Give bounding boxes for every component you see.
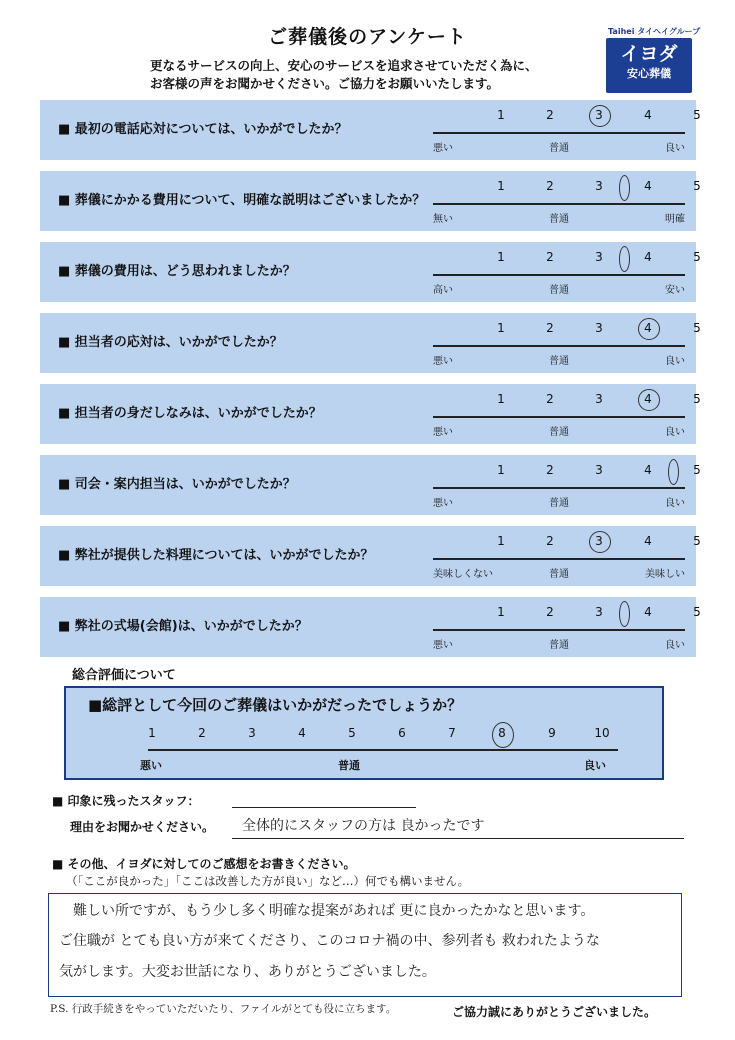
answer-mark	[668, 459, 679, 485]
staff-answer-line	[232, 807, 416, 808]
scale-left-label: 美味しくない	[433, 569, 493, 580]
scale-number[interactable]: 3	[595, 250, 603, 264]
scale-mid-label: 普通	[549, 569, 569, 580]
scale-number[interactable]: 1	[497, 534, 505, 548]
scale-number[interactable]: 5	[693, 179, 701, 193]
scale-number[interactable]: 2	[546, 392, 554, 406]
scale-mid-label: 普通	[549, 498, 569, 509]
group-brand: Taihei タイヘイグループ	[608, 27, 701, 36]
scale-number[interactable]: 3	[595, 392, 603, 406]
page-title: ご葬儀後のアンケート	[268, 26, 467, 48]
scale-right-label: 良い	[665, 356, 685, 367]
overall-scale-number[interactable]: 5	[348, 726, 356, 740]
comments-label: ■ その他、イヨダに対してのご感想をお書きください。	[52, 857, 356, 871]
scale-number[interactable]: 4	[644, 179, 652, 193]
rating-scale[interactable]	[433, 179, 701, 227]
scale-number[interactable]: 1	[497, 179, 505, 193]
scale-number[interactable]: 5	[693, 250, 701, 264]
question-text: ■ 司会・案内担当は、いかがでしたか？	[58, 477, 296, 492]
rating-scale[interactable]	[433, 108, 701, 156]
question-text: ■ 弊社が提供した料理については、いかがでしたか？	[58, 548, 374, 563]
scale-number[interactable]: 4	[644, 250, 652, 264]
scale-right-label: 良い	[665, 498, 685, 509]
scale-number[interactable]: 3	[595, 179, 603, 193]
reason-answer-line	[232, 838, 684, 839]
comment-line-3: 気がします。大変お世話になり、ありがとうございました。	[59, 964, 436, 980]
scale-number[interactable]: 5	[693, 321, 701, 335]
scale-number[interactable]: 3	[595, 534, 603, 548]
scale-number[interactable]: 3	[595, 605, 603, 619]
question-box	[40, 171, 701, 231]
intro-line-2: お客様の声をお聞かせください。ご協力をお願いいたします。	[150, 76, 500, 91]
question-text: ■ 葬儀にかかる費用について、明確な説明はございましたか？	[58, 193, 426, 208]
scale-right-label: 良い	[665, 427, 685, 438]
overall-scale-number[interactable]: 3	[248, 726, 256, 740]
scale-right-label: 良い	[665, 143, 685, 154]
overall-scale-number[interactable]: 7	[448, 726, 456, 740]
intro-line-1: 更なるサービスの向上、安心のサービスを追求させていただく為に、	[150, 58, 538, 73]
scale-left-label: 高い	[433, 285, 453, 296]
scale-left-label: 悪い	[433, 640, 453, 651]
scale-line	[433, 203, 685, 205]
scale-line	[433, 558, 685, 560]
scale-mid-label: 普通	[549, 214, 569, 225]
scale-left-label: 無い	[433, 214, 453, 225]
scale-number[interactable]: 2	[546, 463, 554, 477]
overall-right-label: 良い	[584, 759, 606, 772]
scale-number[interactable]: 1	[497, 605, 505, 619]
scale-mid-label: 普通	[549, 427, 569, 438]
scale-number[interactable]: 1	[497, 250, 505, 264]
overall-rating-scale[interactable]	[140, 726, 618, 776]
question-box	[40, 597, 701, 657]
scale-left-label: 悪い	[433, 143, 453, 154]
thanks-text: ご協力誠にありがとうございました。	[452, 1005, 657, 1019]
scale-number[interactable]: 4	[644, 534, 652, 548]
scale-right-label: 明確	[665, 214, 685, 225]
scale-number[interactable]: 2	[546, 179, 554, 193]
question-box	[40, 313, 701, 373]
scale-number[interactable]: 5	[693, 392, 701, 406]
scale-number[interactable]: 3	[595, 108, 603, 122]
scale-line	[433, 345, 685, 347]
overall-scale-number[interactable]: 10	[594, 726, 610, 740]
scale-mid-label: 普通	[549, 143, 569, 154]
overall-left-label: 悪い	[140, 759, 162, 772]
scale-left-label: 悪い	[433, 498, 453, 509]
rating-scale[interactable]	[433, 250, 701, 298]
overall-scale-number[interactable]: 2	[198, 726, 206, 740]
scale-number[interactable]: 2	[546, 250, 554, 264]
rating-scale[interactable]	[433, 392, 701, 440]
scale-number[interactable]: 1	[497, 321, 505, 335]
scale-number[interactable]: 5	[693, 108, 701, 122]
comments-box[interactable]	[48, 893, 682, 997]
scale-number[interactable]: 4	[644, 463, 652, 477]
scale-number[interactable]: 5	[693, 534, 701, 548]
comment-line-2: ご住職が とても良い方が来てくださり、このコロナ禍の中、参列者も 救われたような	[59, 933, 600, 949]
overall-scale-number[interactable]: 1	[148, 726, 156, 740]
answer-circle	[638, 318, 660, 340]
intro-text	[150, 57, 538, 93]
question-box	[40, 526, 701, 586]
overall-scale-number[interactable]: 9	[548, 726, 556, 740]
scale-mid-label: 普通	[549, 356, 569, 367]
scale-number[interactable]: 1	[497, 463, 505, 477]
answer-mark	[619, 175, 630, 201]
rating-scale[interactable]	[433, 321, 701, 369]
question-text: ■ 担当者の身だしなみは、いかがでしたか？	[58, 406, 322, 421]
overall-scale-number[interactable]: 8	[498, 726, 506, 740]
answer-mark	[619, 246, 630, 272]
scale-line	[433, 629, 685, 631]
question-box	[40, 384, 701, 444]
scale-number[interactable]: 1	[497, 108, 505, 122]
scale-line	[433, 416, 685, 418]
comments-hint: （「ここが良かった」「ここは改善した方が良い」など…）何でも構いません。	[66, 874, 470, 888]
question-text: ■ 担当者の応対は、いかがでしたか？	[58, 335, 283, 350]
logo-tagline: 安心葬儀	[627, 67, 671, 80]
scale-number[interactable]: 4	[644, 392, 652, 406]
scale-left-label: 悪い	[433, 427, 453, 438]
scale-number[interactable]: 5	[693, 605, 701, 619]
scale-number[interactable]: 4	[644, 605, 652, 619]
answer-mark	[619, 601, 630, 627]
scale-line	[433, 487, 685, 489]
overall-scale-line	[148, 749, 618, 751]
answer-circle	[589, 531, 611, 553]
question-box	[40, 100, 701, 160]
overall-question: ■総評として今回のご葬儀はいかがだったでしょうか？	[88, 696, 463, 714]
logo-name: イヨダ	[620, 43, 678, 65]
question-text: ■ 最初の電話応対については、いかがでしたか？	[58, 122, 348, 137]
question-box	[40, 455, 701, 515]
scale-left-label: 悪い	[433, 356, 453, 367]
scale-number[interactable]: 4	[644, 108, 652, 122]
reason-label: 理由をお聞かせください。	[70, 820, 215, 834]
postscript: P.S. 行政手続きをやっていただいたり、ファイルがとても役に立ちます。	[50, 1003, 397, 1015]
scale-mid-label: 普通	[549, 285, 569, 296]
scale-number[interactable]: 1	[497, 392, 505, 406]
scale-mid-label: 普通	[549, 640, 569, 651]
question-text: ■ 葬儀の費用は、どう思われましたか？	[58, 264, 296, 279]
overall-rating-box	[64, 686, 664, 780]
overall-section-title: 総合評価について	[72, 668, 176, 683]
scale-line	[433, 274, 685, 276]
scale-right-label: 美味しい	[645, 569, 685, 580]
staff-label: ■ 印象に残ったスタッフ：	[52, 794, 200, 808]
question-box	[40, 242, 701, 302]
scale-right-label: 安い	[665, 285, 685, 296]
scale-right-label: 良い	[665, 640, 685, 651]
scale-line	[433, 132, 685, 134]
scale-number[interactable]: 2	[546, 321, 554, 335]
company-logo	[606, 38, 692, 93]
rating-scale[interactable]	[433, 605, 701, 653]
scale-number[interactable]: 2	[546, 605, 554, 619]
scale-number[interactable]: 3	[595, 463, 603, 477]
question-text: ■ 弊社の式場(会館)は、いかがでしたか？	[58, 619, 308, 634]
overall-scale-number[interactable]: 4	[298, 726, 306, 740]
answer-circle	[638, 389, 660, 411]
scale-number[interactable]: 4	[644, 321, 652, 335]
scale-number[interactable]: 5	[693, 463, 701, 477]
reason-value[interactable]: 全体的にスタッフの方は 良かったです	[242, 818, 485, 834]
scale-number[interactable]: 3	[595, 321, 603, 335]
overall-mid-label: 普通	[338, 759, 360, 772]
overall-answer-circle	[492, 722, 514, 748]
rating-scale[interactable]	[433, 534, 701, 582]
answer-circle	[589, 105, 611, 127]
rating-scale[interactable]	[433, 463, 701, 511]
scale-number[interactable]: 2	[546, 534, 554, 548]
scale-number[interactable]: 2	[546, 108, 554, 122]
comment-line-1: 難しい所ですが、もう少し多く明確な提案があれば 更に良かったかなと思います。	[73, 903, 595, 919]
overall-scale-number[interactable]: 6	[398, 726, 406, 740]
